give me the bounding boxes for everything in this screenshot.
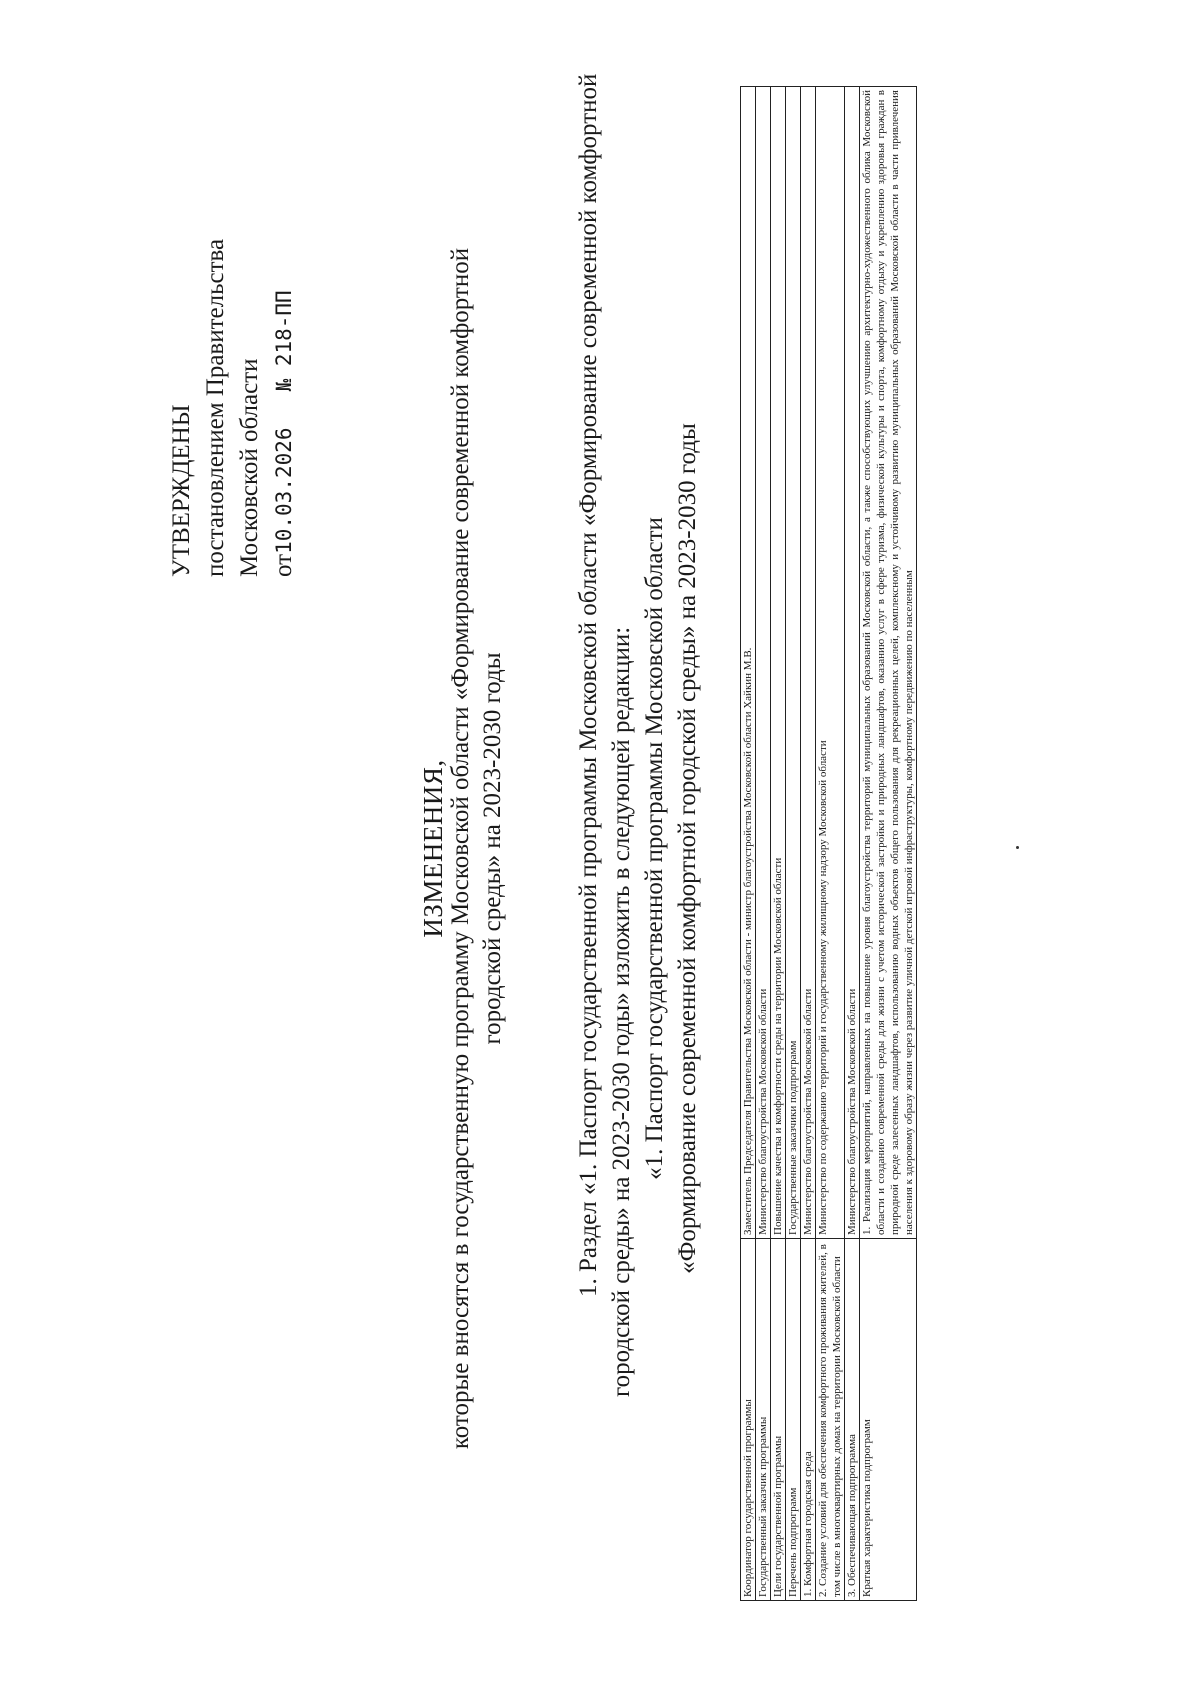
approval-date-line bbox=[267, 239, 301, 577]
row-label: 3. Обеспечивающая подпрограмма bbox=[845, 1239, 860, 1601]
row-label: Цели государственной программы bbox=[771, 1239, 786, 1601]
row-label: Краткая характеристика подпрограмм bbox=[860, 1239, 917, 1601]
approval-date: 10.03.2026 bbox=[272, 427, 296, 554]
row-label: Государственный заказчик программы bbox=[756, 1239, 771, 1601]
passport-table bbox=[740, 86, 917, 1601]
table-row bbox=[816, 87, 845, 1601]
approval-line-1: постановлением Правительства bbox=[202, 238, 229, 577]
approval-date-prefix: от bbox=[270, 553, 297, 577]
row-value: 1. Реализация мероприятий, направленных на повышение уровня благоустройства территорий муниципальных образований Московской области, а также способствующих улучшению архитектурно-художественного облика Московской области и созданию современной среды для жизни с учетом исторической застройки и природных ландшафтов, оказанию услуг в сфере туризма, физической культуры и спорта, комфортному отдыху и укреплению здоровья граждан в природной среде залесенных ландшафтов, использованию водных объектов общего пользования для рекреационных целей, комплексному и устойчивому развитию муниципальных образований Московской области в части привлечения населения к здоровому образу жизни через развитие уличной детской игровой инфраструктуры, комфортному передвижению по населенным bbox=[860, 87, 917, 1239]
document-title: ИЗМЕНЕНИЯ, bbox=[418, 759, 448, 938]
row-value: Министерство по содержанию территорий и государственному жилищному надзору Московской области bbox=[816, 87, 845, 1239]
passport-heading-line-1: «1. Паспорт государственной программы Московской области bbox=[641, 517, 668, 1180]
row-value: Заместитель Председателя Правительства Московской области - министр благоустройства Московской области Хайкин М.В. bbox=[741, 87, 756, 1239]
row-label: Координатор государственной программы bbox=[741, 1239, 756, 1601]
approval-line-2: Московской области bbox=[236, 358, 263, 577]
table-row bbox=[786, 87, 801, 1601]
approval-number: № 218-ПП bbox=[272, 290, 296, 392]
table-row bbox=[801, 87, 816, 1601]
row-value: Министерство благоустройства Московской области bbox=[756, 87, 771, 1239]
row-value: Министерство благоустройства Московской области bbox=[801, 87, 816, 1239]
table-row bbox=[756, 87, 771, 1601]
document-subtitle-line-2: городской среды» на 2023-2030 годы bbox=[479, 652, 506, 1045]
row-value: Повышение качества и комфортности среды на территории Московской области bbox=[771, 87, 786, 1239]
row-label: 2. Создание условий для обеспечения комфортного проживания жителей, в том числе в многоквартирных домах на территории Московской области bbox=[816, 1239, 845, 1601]
row-label: Перечень подпрограмм bbox=[786, 1239, 801, 1601]
scan-speck bbox=[1016, 846, 1019, 849]
table-row bbox=[860, 87, 917, 1601]
row-value: Министерство благоустройства Московской области bbox=[845, 87, 860, 1239]
table-row bbox=[771, 87, 786, 1601]
row-value: Государственные заказчики подпрограмм bbox=[786, 87, 801, 1239]
paragraph-line-1: 1. Раздел «1. Паспорт государственной программы Московской области «Формирование современной комфортной bbox=[575, 73, 602, 1297]
document-subtitle-line-1: которые вносятся в государственную программу Московской области «Формирование современной комфортной bbox=[447, 247, 474, 1450]
approval-heading: УТВЕРЖДЕНЫ bbox=[168, 404, 195, 577]
passport-heading-line-2: «Формирование современной комфортной городской среды» на 2023-2030 годы bbox=[674, 423, 701, 1274]
approval-stamp bbox=[165, 239, 301, 577]
paragraph-line-2: городской среды» на 2023-2030 годы» изложить в следующей редакции: bbox=[608, 626, 635, 1397]
table-row bbox=[741, 87, 756, 1601]
table-row bbox=[845, 87, 860, 1601]
row-label: 1. Комфортная городская среда bbox=[801, 1239, 816, 1601]
